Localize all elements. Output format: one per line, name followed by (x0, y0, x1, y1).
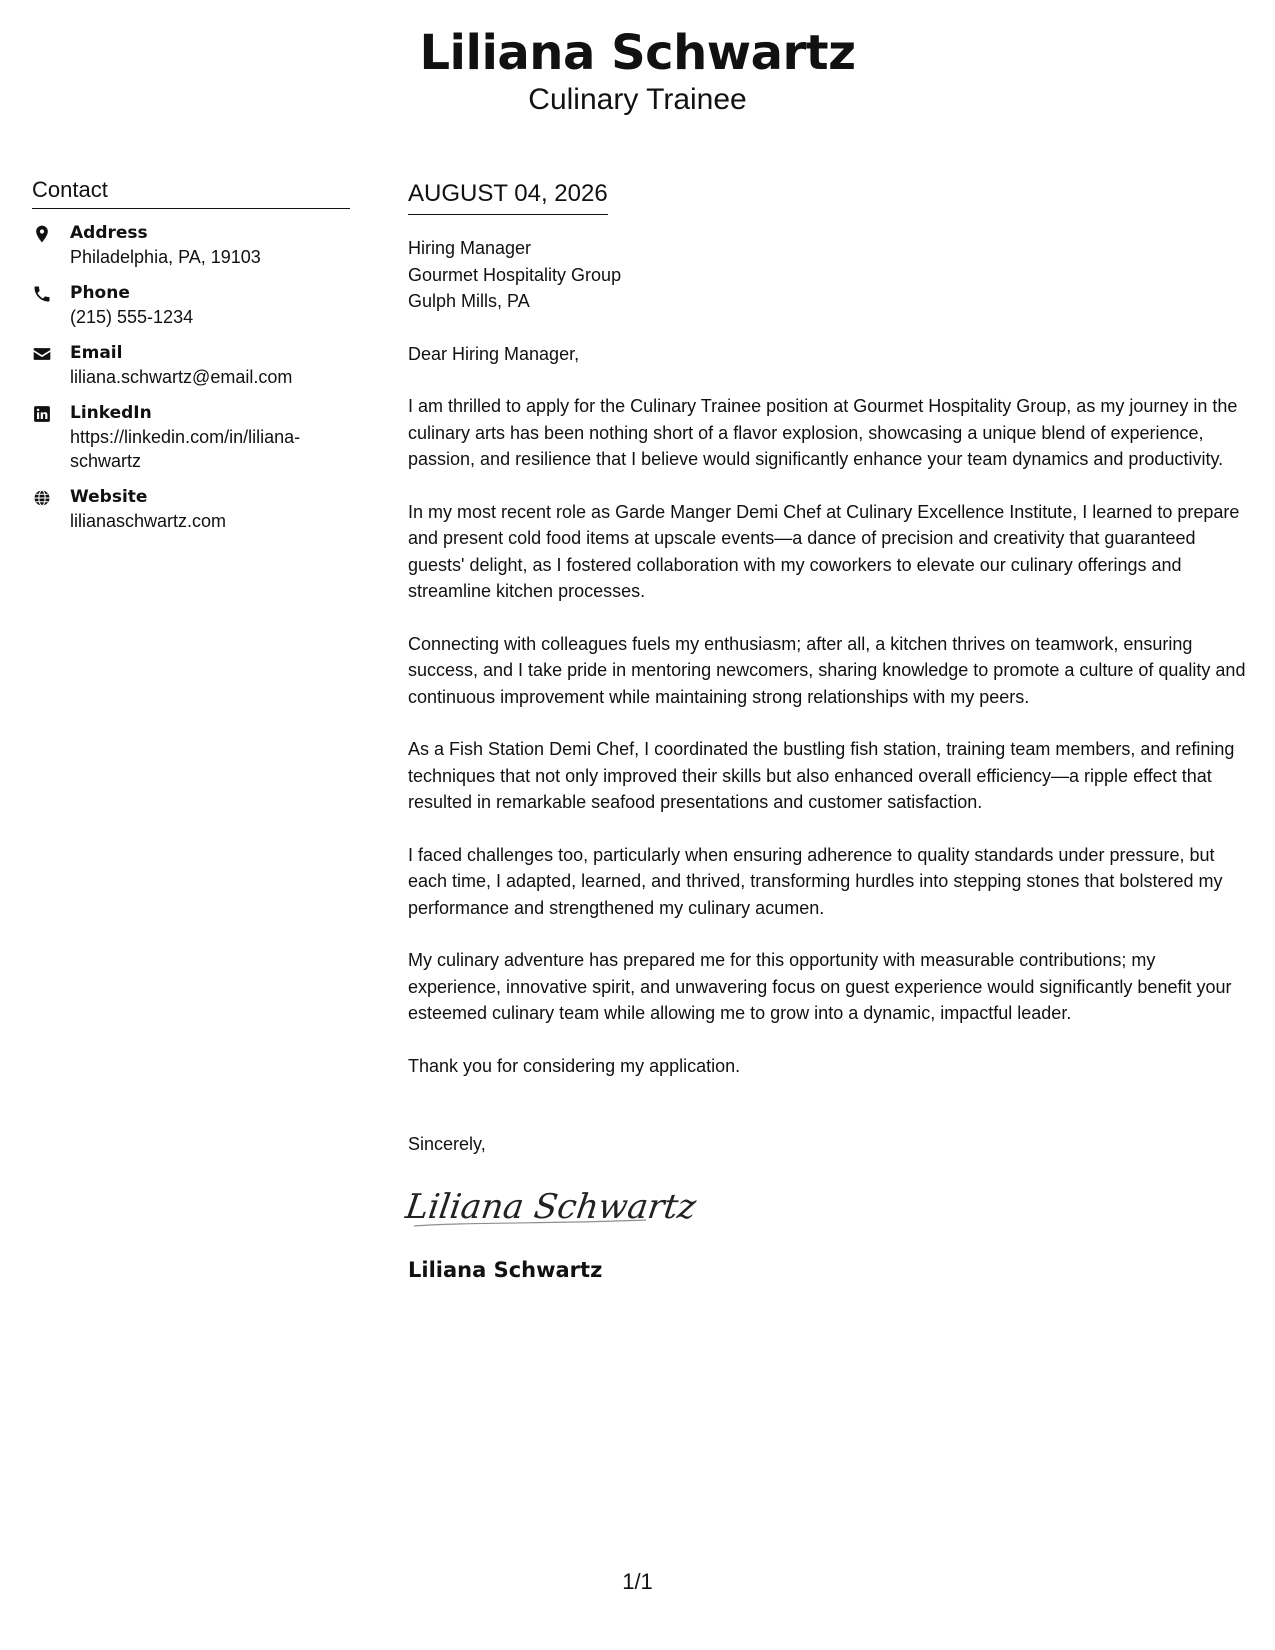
page-number: 1/1 (622, 1569, 653, 1594)
contact-label: Website (70, 487, 148, 507)
phone-icon (32, 281, 70, 304)
contact-label: Address (70, 223, 148, 243)
closing: Sincerely, (408, 1134, 486, 1154)
applicant-name: Liliana Schwartz (419, 25, 856, 81)
contact-label: Phone (70, 283, 130, 303)
envelope-icon (32, 341, 70, 364)
contact-item-email (32, 341, 350, 389)
contact-sidebar (32, 176, 350, 545)
contact-item-linkedin (32, 401, 350, 473)
map-pin-icon (32, 221, 70, 244)
email-link[interactable]: liliana.schwartz@email.com (70, 367, 293, 387)
recipient-block (408, 235, 1250, 315)
letter-date: AUGUST 04, 2026 (408, 178, 608, 215)
applicant-title: Culinary Trainee (528, 83, 747, 116)
address-value: Philadelphia, PA, 19103 (70, 247, 261, 267)
recipient-name: Hiring Manager (408, 238, 532, 258)
linkedin-icon (32, 401, 70, 424)
body-paragraph: In my most recent role as Garde Manger Demi Chef at Culinary Excellence Institute, I learned to prepare and present cold food items at upscale events—a dance of precision and creativity that guaranteed guests' delight, as I fostered collaboration with my coworkers to elevate our culinary offerings and streamline kitchen processes. (408, 501, 1240, 601)
body-paragraph: Thank you for considering my application. (408, 1055, 741, 1076)
body-paragraph: As a Fish Station Demi Chef, I coordinated the bustling fish station, training team members, and refining techniques that not only improved their skills but also enhanced overall efficiency—a ripple effect that resulted in remarkable seafood presentations and customer satisfaction. (408, 739, 1235, 812)
website-link[interactable]: lilianaschwartz.com (70, 511, 227, 531)
handwritten-signature (403, 1178, 1250, 1238)
globe-icon (32, 485, 70, 508)
signer-name: Liliana Schwartz (408, 1257, 603, 1282)
phone-value: (215) 555-1234 (70, 307, 194, 327)
recipient-company: Gourmet Hospitality Group (408, 264, 622, 285)
body-paragraph: I am thrilled to apply for the Culinary Trainee position at Gourmet Hospitality Group, as my journey in the culinary arts has been nothing short of a flavor explosion, showcasing a unique blend of experience, passion, and resilience that I believe would significantly enhance your team dynamics and productivity. (408, 396, 1238, 469)
salutation: Dear Hiring Manager, (408, 343, 580, 364)
contact-item-address (32, 221, 350, 269)
contact-heading: Contact (32, 176, 350, 209)
linkedin-link[interactable]: https://linkedin.com/in/liliana-schwartz (70, 427, 301, 471)
body-paragraph: Connecting with colleagues fuels my enthusiasm; after all, a kitchen thrives on teamwork, ensuring success, and I take pride in mentoring newcomers, sharing knowledge to promote a culture of quality and continuous improvement while maintaining strong relationships with my peers. (408, 633, 1246, 707)
contact-item-phone (32, 281, 350, 329)
contact-label: Email (70, 343, 123, 363)
contact-label: LinkedIn (70, 403, 152, 423)
body-paragraph: I faced challenges too, particularly when ensuring adherence to quality standards under pressure, but each time, I adapted, learned, and thrived, transforming hurdles into stepping stones that bolstered my performance and strengthened my culinary acumen. (408, 844, 1223, 918)
contact-item-website (32, 485, 350, 533)
body-paragraph: My culinary adventure has prepared me for this opportunity with measurable contributions; my experience, innovative spirit, and unwavering focus on guest experience would significantly benefit your esteemed culinary team while allowing me to grow into a dynamic, impactful leader. (408, 950, 1232, 1023)
letter-body (403, 178, 1250, 1284)
letter-header (0, 22, 1275, 118)
recipient-location: Gulph Mills, PA (408, 291, 530, 311)
signature-text: Liliana Schwartz (403, 1186, 699, 1227)
